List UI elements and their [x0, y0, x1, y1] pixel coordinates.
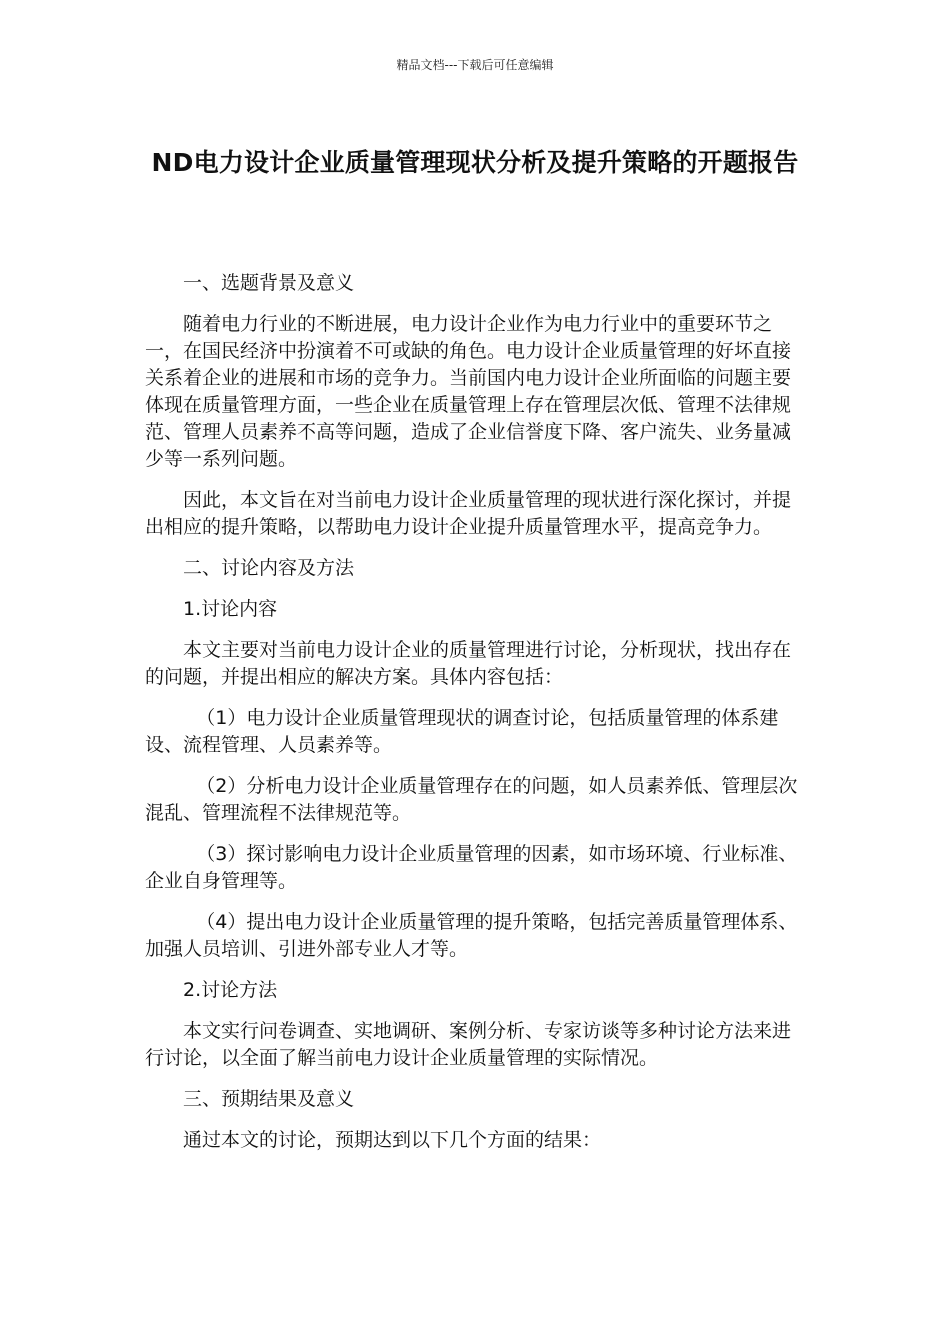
section-3-heading: 三、预期结果及意义 [183, 1088, 355, 1110]
section-2-subheading-1: 1.讨论内容 [183, 598, 278, 620]
section-2-paragraph-1: 本文主要对当前电力设计企业的质量管理进行讨论，分析现状，找出存在的问题，并提出相应的解决方案。具体内容包括： [145, 639, 792, 688]
list-item: （4）提出电力设计企业质量管理的提升策略，包括完善质量管理体系、加强人员培训、引进外部专业人才等。 [145, 911, 798, 960]
list-item: （2）分析电力设计企业质量管理存在的问题，如人员素养低、管理层次混乱、管理流程不法律规范等。 [145, 775, 798, 824]
section-1-paragraph-1: 随着电力行业的不断进展，电力设计企业作为电力行业中的重要环节之一，在国民经济中扮演着不可或缺的角色。电力设计企业质量管理的好坏直接关系着企业的进展和市场的竞争力。当前国内电力设计企业所面临的问题主要体现在质量管理方面，一些企业在质量管理上存在管理层次低、管理不法律规范、管理人员素养不高等问题，造成了企业信誉度下降、客户流失、业务量减少等一系列问题。 [145, 313, 792, 470]
section-1-paragraph-2: 因此，本文旨在对当前电力设计企业质量管理的现状进行深化探讨，并提出相应的提升策略，以帮助电力设计企业提升质量管理水平，提高竞争力。 [145, 489, 792, 538]
document-title: ND电力设计企业质量管理现状分析及提升策略的开题报告 [151, 148, 799, 177]
page-header: 精品文档---下载后可任意编辑 [396, 58, 554, 72]
section-3-paragraph-1: 通过本文的讨论，预期达到以下几个方面的结果： [183, 1129, 602, 1151]
list-item: （3）探讨影响电力设计企业质量管理的因素，如市场环境、行业标准、企业自身管理等。 [145, 843, 798, 892]
document-body [145, 270, 805, 1168]
section-2-subheading-2: 2.讨论方法 [183, 979, 278, 1001]
section-2-paragraph-2: 本文实行问卷调查、实地调研、案例分析、专家访谈等多种讨论方法来进行讨论，以全面了解当前电力设计企业质量管理的实际情况。 [145, 1020, 792, 1069]
list-item: （1）电力设计企业质量管理现状的调查讨论，包括质量管理的体系建设、流程管理、人员素养等。 [145, 707, 779, 756]
section-1-heading: 一、选题背景及意义 [183, 272, 355, 294]
section-2-heading: 二、讨论内容及方法 [183, 557, 355, 579]
